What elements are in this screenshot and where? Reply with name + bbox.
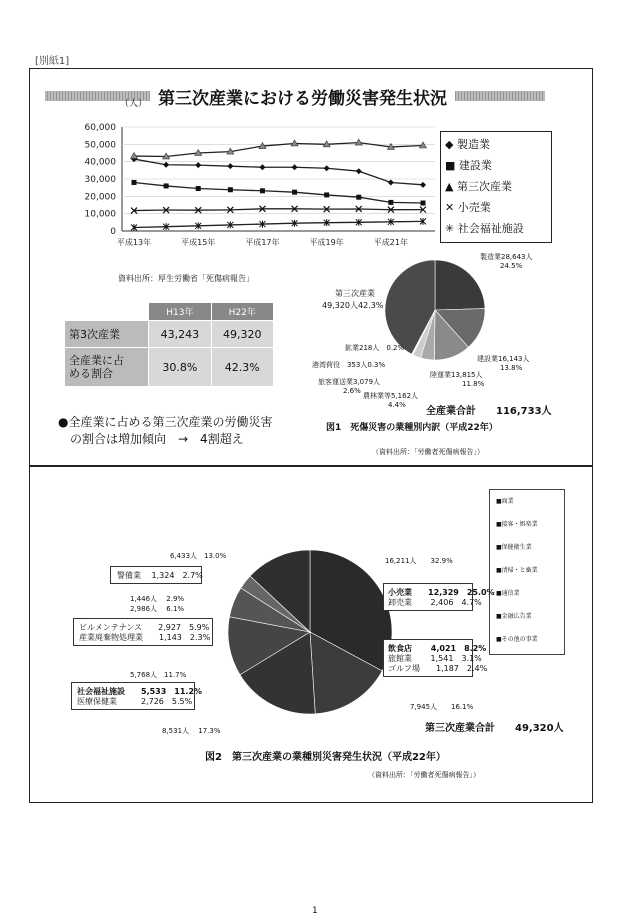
data-point [259, 164, 265, 170]
pie2-label-hospitality: 7,945人 16.1% [410, 703, 474, 711]
callout-text: ビルメンテナンス 2,927 5.9% [79, 623, 210, 632]
y-tick-label: 10,000 [84, 209, 116, 220]
line-chart-source: 資料出所：厚生労働省「死傷病報告」 [118, 274, 254, 283]
pie1-label-port: 港湾荷役 353人0.3% [312, 361, 386, 369]
pie2-label-health: 8,531人 17.3% [162, 727, 221, 735]
legend-item-retail: ✕ 小売業 [445, 201, 491, 214]
pie1-total: 全産業合計 116,733人 [426, 406, 552, 417]
data-point [196, 186, 201, 191]
y-tick-label: 40,000 [84, 157, 116, 168]
pie2-label-cleaning: 5,768人 11.7% [130, 671, 187, 679]
callout-text: 社会福祉施設 5,533 11.2% [77, 687, 203, 696]
legend-item-manufacturing: ◆ 製造業 [445, 138, 490, 151]
data-point [228, 187, 233, 192]
pie1-label-mining: 鉱業218人 0.2% [345, 344, 405, 352]
data-point [292, 190, 297, 195]
pie1-source: （資料出所：「労働者死傷病報告」） [372, 448, 484, 456]
data-point [421, 201, 426, 206]
pie2-legend [489, 489, 565, 655]
table-cell: 30.8% [149, 348, 211, 387]
legend-item: ■清掃・と畜業 [496, 567, 538, 574]
pie1-label-tertiary: 第三次産業 [335, 289, 375, 298]
series-line [134, 209, 423, 211]
table-header-h13: H13年 [149, 303, 211, 321]
y-tick-label: 20,000 [84, 192, 116, 203]
comparison-table [64, 302, 274, 387]
x-tick-label: 平成21年 [373, 238, 408, 247]
page-title: 第三次産業における労働災害発生状況 [150, 84, 455, 109]
y-unit-label: （人） [120, 99, 148, 109]
data-point [356, 195, 361, 200]
pie1-pct-construction: 13.8% [500, 364, 523, 372]
data-point [227, 163, 233, 169]
pie2-label-commerce: 16,211人 32.9% [385, 557, 453, 565]
table-row-label: 全産業に占 める割合 [65, 348, 149, 387]
pie2-label-finance: 1,446人 2.9% [130, 595, 185, 603]
note-line-1: ●全産業に占める第三次産業の労働災害 [58, 415, 273, 429]
data-point [132, 180, 137, 185]
legend-item: ■接客・娯楽業 [496, 521, 538, 528]
legend-item-tertiary: ▲ 第三次産業 [445, 180, 512, 193]
pie-chart-2 [220, 545, 400, 720]
callout-text: ゴルフ場 1,187 2.4% [388, 664, 488, 673]
line-chart [50, 105, 440, 270]
legend-item-welfare: ✳ 社会福祉施設 [445, 222, 524, 235]
line-chart-legend [440, 131, 552, 243]
x-tick-label: 平成17年 [245, 238, 280, 247]
header-label: [別紙1] [35, 56, 70, 67]
x-tick-label: 平成15年 [181, 238, 216, 247]
callout-text: 産業廃棄物処理業 1,143 2.3% [79, 633, 211, 642]
pie2-total: 第三次産業合計 49,320人 [425, 723, 564, 734]
data-point [163, 162, 169, 168]
series-line [134, 159, 423, 185]
pie1-pct-manufacturing: 24.5% [500, 262, 523, 270]
pie1-label-land-transport: 陸運業13,815人 [430, 371, 483, 379]
pie1-pct-passenger: 2.6% [343, 387, 361, 395]
pie1-label-construction: 建設業16,143人 [477, 355, 530, 363]
callout-text: 小売業 12,329 25.0% [388, 588, 495, 597]
data-point [388, 200, 393, 205]
callout-hospitality [383, 639, 488, 677]
pie2-source: （資料出所：「労働者死傷病報告」） [368, 771, 480, 779]
x-tick-label: 平成19年 [309, 238, 344, 247]
table-cell: 43,243 [149, 321, 211, 348]
data-point [356, 168, 362, 174]
series-line [134, 143, 423, 157]
x-tick-label: 平成13年 [116, 238, 152, 247]
pie2-label-other: 6,433人 13.0% [170, 552, 227, 560]
legend-item: ■商業 [496, 498, 514, 505]
pie1-label-agriculture: 農林業等5,162人 [363, 392, 419, 400]
data-point [324, 165, 330, 171]
y-tick-label: 50,000 [84, 140, 116, 151]
callout-text: 卸売業 2,406 4.7% [388, 598, 482, 607]
note-line-2: の割合は増加傾向 → 4割超え [70, 432, 244, 446]
legend-item-construction: ■ 建設業 [445, 159, 492, 172]
data-point [260, 188, 265, 193]
table-cell: 49,320 [211, 321, 273, 348]
callout-cleaning [73, 618, 213, 646]
callout-commerce [383, 583, 495, 611]
callout-security [110, 566, 202, 584]
data-point [292, 164, 298, 170]
data-point [324, 192, 329, 197]
legend-item: ■通信業 [496, 590, 520, 597]
callout-text: 旅館業 1,541 3.1% [388, 654, 482, 663]
pie-slice [435, 260, 485, 310]
y-tick-label: 0 [110, 227, 116, 237]
table-row-label: 第3次産業 [65, 321, 149, 348]
legend-item: ■保健衛生業 [496, 544, 532, 551]
legend-item: ■金融広告業 [496, 613, 532, 620]
y-tick-label: 30,000 [84, 175, 116, 185]
data-point [420, 182, 426, 188]
callout-text: 医療保健業 2,726 5.5% [77, 697, 193, 706]
pie2-caption: 図2 第三次産業の業種別災害発生状況（平成22年） [205, 752, 446, 763]
pie1-caption: 図1 死傷災害の業種別内訳（平成22年） [326, 423, 498, 433]
table-header-h22: H22年 [211, 303, 273, 321]
pie2-label-comm: 2,986人 6.1% [130, 605, 185, 613]
table-cell: 42.3% [211, 348, 273, 387]
pie1-label-manufacturing: 製造業28,643人 [480, 253, 533, 261]
data-point [164, 183, 169, 188]
table-header-empty [65, 303, 149, 321]
pie1-label-passenger: 旅客運送業3,079人 [318, 378, 381, 386]
legend-item: ■その他の事業 [496, 636, 538, 643]
callout-text: 警備業 1,324 2.7% [117, 571, 203, 580]
callout-health [71, 682, 203, 710]
callout-text: 飲食店 4,021 8.2% [388, 644, 487, 653]
series-line [134, 221, 423, 227]
page-number: 1 [312, 906, 318, 916]
series-line [134, 182, 423, 203]
pie1-pct-tertiary: 49,320人42.3% [322, 301, 384, 310]
pie1-pct-agriculture: 4.4% [388, 401, 406, 409]
data-point [195, 162, 201, 168]
pie1-pct-land-transport: 11.8% [462, 380, 485, 388]
y-tick-label: 60,000 [84, 123, 116, 133]
data-point [388, 179, 394, 185]
